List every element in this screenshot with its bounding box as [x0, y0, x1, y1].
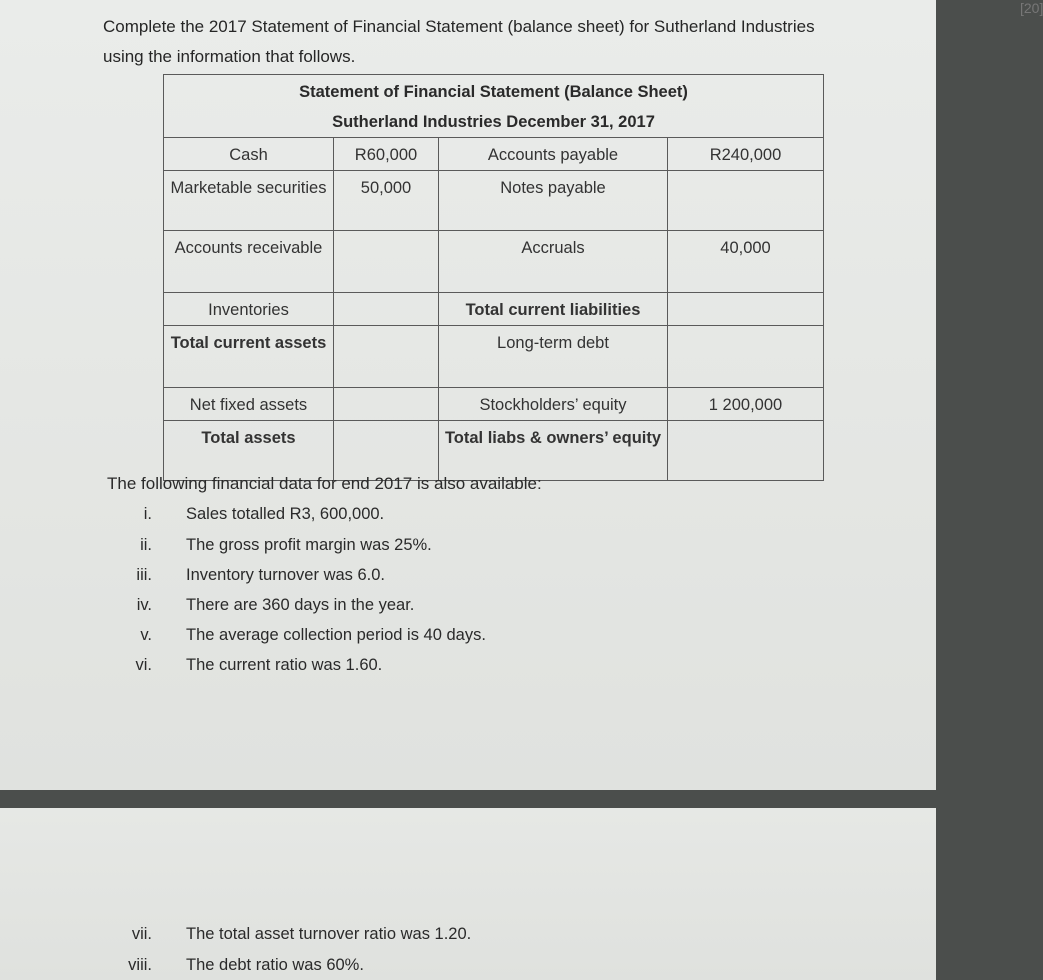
liability-label: Accounts payable [439, 138, 668, 171]
table-row [164, 388, 824, 421]
table-row [164, 171, 824, 231]
item-numeral: iii. [136, 566, 152, 584]
item-numeral: vi. [135, 656, 152, 674]
item-numeral: vii. [131, 925, 152, 943]
item-numeral: viii. [128, 956, 152, 974]
liability-value: 40,000 [668, 231, 824, 293]
asset-value: 50,000 [334, 171, 439, 231]
item-text: The gross profit margin was 25%. [186, 536, 432, 554]
item-numeral: v. [140, 626, 152, 644]
table-row [164, 326, 824, 388]
item-numeral: i. [143, 505, 152, 523]
asset-value [334, 293, 439, 326]
table-row [164, 421, 824, 481]
item-text: The current ratio was 1.60. [186, 656, 383, 674]
item-text: Sales totalled R3, 600,000. [186, 505, 385, 523]
item-text: The average collection period is 40 days. [186, 626, 486, 644]
liability-value: 1 200,000 [668, 388, 824, 421]
asset-value: R60,000 [334, 138, 439, 171]
asset-value [334, 421, 439, 481]
marks-indicator: [20] [1020, 0, 1043, 16]
asset-label: Marketable securities [164, 171, 334, 231]
liability-value [668, 421, 824, 481]
item-text: Inventory turnover was 6.0. [186, 566, 386, 584]
page-sheet-bottom [0, 808, 936, 980]
liability-label: Accruals [439, 231, 668, 293]
asset-label: Accounts receivable [164, 231, 334, 293]
question-intro: Complete the 2017 Statement of Financial Statement (balance sheet) for Sutherland Industries using the information that follows. [103, 17, 815, 66]
table-title [164, 75, 824, 138]
item-text: There are 360 days in the year. [186, 596, 415, 614]
liability-label: Total liabs & owners’ equity [439, 421, 668, 481]
table-row [164, 293, 824, 326]
item-numeral: iv. [136, 596, 152, 614]
liability-value [668, 171, 824, 231]
liability-label: Stockholders’ equity [439, 388, 668, 421]
table-title-line2: Sutherland Industries December 31, 2017 [332, 113, 655, 131]
liability-label: Long-term debt [439, 326, 668, 388]
table-row [164, 231, 824, 293]
liability-value: R240,000 [668, 138, 824, 171]
following-heading: The following financial data for end 2017 is also available: [107, 474, 542, 493]
item-numeral: ii. [140, 536, 152, 554]
table-title-line1: Statement of Financial Statement (Balance Sheet) [299, 83, 688, 101]
asset-value [334, 231, 439, 293]
liability-label: Notes payable [439, 171, 668, 231]
asset-label: Net fixed assets [164, 388, 334, 421]
asset-label: Total current assets [164, 326, 334, 388]
item-text: The total asset turnover ratio was 1.20. [186, 925, 472, 943]
asset-value [334, 326, 439, 388]
item-text: The debt ratio was 60%. [186, 956, 364, 974]
balance-sheet-table [163, 74, 824, 481]
asset-label: Total assets [164, 421, 334, 481]
asset-value [334, 388, 439, 421]
liability-value [668, 326, 824, 388]
asset-label: Cash [164, 138, 334, 171]
liability-value [668, 293, 824, 326]
liability-label: Total current liabilities [439, 293, 668, 326]
asset-label: Inventories [164, 293, 334, 326]
table-row [164, 138, 824, 171]
